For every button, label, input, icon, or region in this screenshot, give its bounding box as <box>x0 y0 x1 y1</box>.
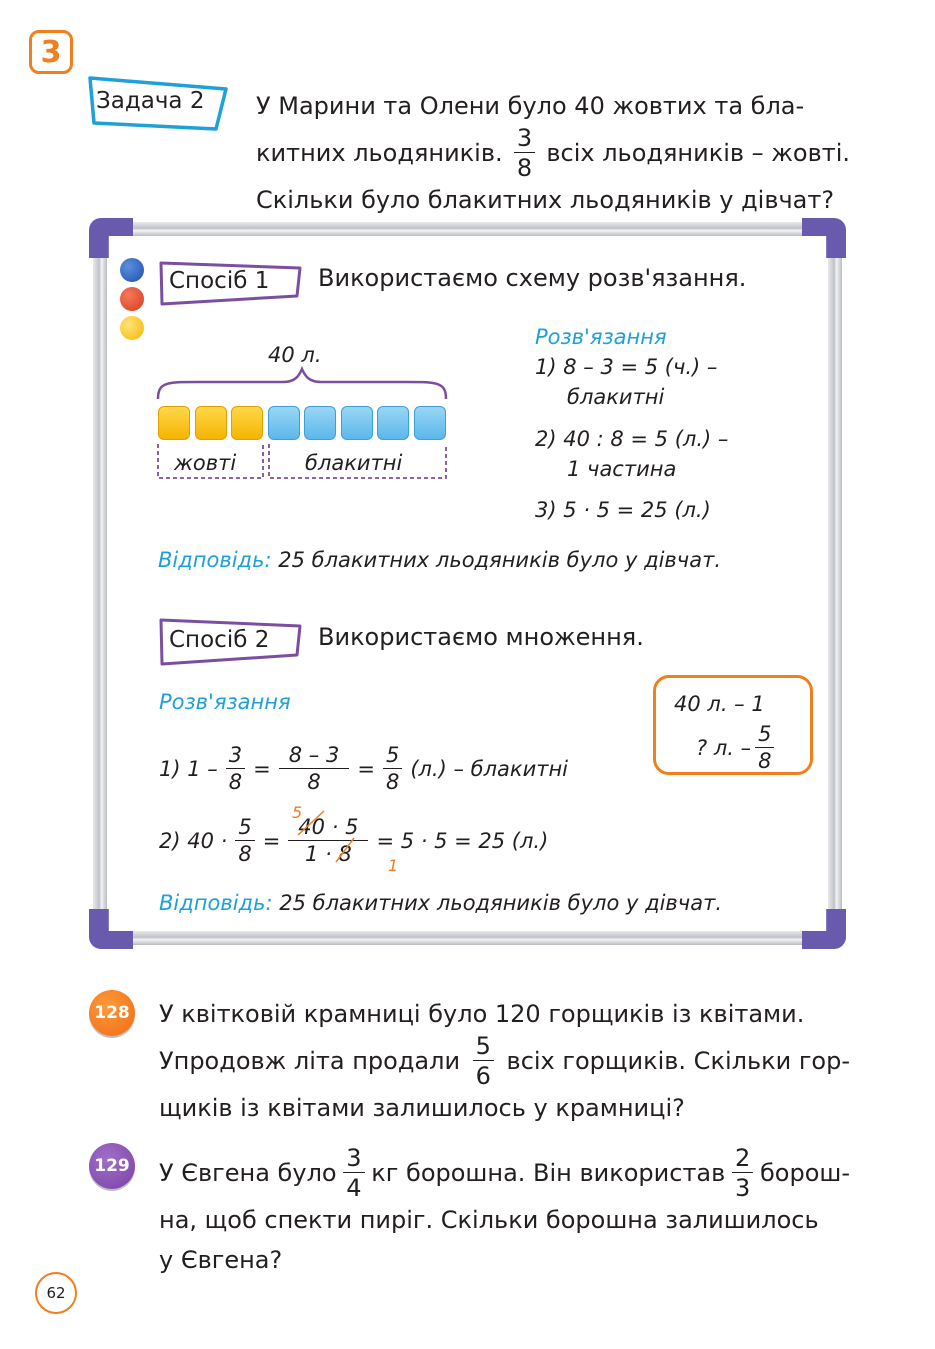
scheme-blocks <box>158 406 448 442</box>
method2-answer: Відповідь: 25 блакитних льодяників було у дівчат. <box>159 891 722 915</box>
step1-frac3: $\frac{5}{8}$ <box>383 745 402 793</box>
problem-129-line1: У Євгена було $\frac{3}{4}$ кг борошна. Він використав $\frac{2}{3}$ борош- <box>159 1144 850 1202</box>
scheme-total: 40 л. <box>268 343 322 367</box>
method1-solution-title: Розв'язання <box>535 325 667 349</box>
blue-candy-block <box>414 406 446 440</box>
method2-label <box>159 617 303 671</box>
problem-129-fraction-1: $\frac{3}{4}$ <box>343 1146 364 1200</box>
board-rail-bottom <box>103 931 832 945</box>
cancelled-40: 40 <box>298 815 325 839</box>
method2-label-text: Спосіб 2 <box>169 627 270 653</box>
problem-129-line2: на, щоб спекти пиріг. Скільки борошна залишилось <box>159 1206 819 1234</box>
board-corner-tr <box>802 218 846 258</box>
method2-title: Використаємо множення. <box>318 623 644 651</box>
cancel-top: 5 <box>292 803 303 822</box>
task-text <box>256 86 850 220</box>
method2-step2: 2) 40 · $\frac{5}{8}$ = 40 · 5 1 · 8 = 5 · 5 = 25 (л.) <box>159 817 548 865</box>
problem-129-badge: 129 <box>89 1143 135 1189</box>
problem-128-line3: щиків із квітами залишилось у крамниці? <box>159 1094 685 1122</box>
box-line2: ? л. – $\frac{5}{8}$ <box>696 724 778 772</box>
yellow-candy-block <box>231 406 263 440</box>
method2-solution-title: Розв'язання <box>159 690 291 714</box>
task-label-text: Задача 2 <box>96 88 205 114</box>
blue-candy-block <box>304 406 336 440</box>
step2-frac2: 40 · 5 1 · 8 <box>288 817 368 865</box>
method1-step2: 2) 40 : 8 = 5 (л.) – <box>535 427 729 451</box>
method1-step1b: блакитні <box>567 385 665 409</box>
problem-129-fraction-2: $\frac{2}{3}$ <box>732 1146 753 1200</box>
scheme-yellow-label: жовті <box>174 451 237 475</box>
yellow-dot-icon <box>120 316 144 340</box>
method1-step3: 3) 5 · 5 = 25 (л.) <box>535 498 711 522</box>
method1-step2b: 1 частина <box>567 457 677 481</box>
board-corner-br <box>802 909 846 949</box>
method1-label <box>159 260 303 310</box>
cancelled-8: 8 <box>338 842 351 866</box>
scheme-brace <box>155 366 449 402</box>
yellow-candy-block <box>158 406 190 440</box>
cancel-bottom: 1 <box>388 856 399 875</box>
blue-candy-block <box>268 406 300 440</box>
task-line-2: китних льодяників. $\frac{3}{8}$ всіх льодяників – жовті. <box>256 124 850 182</box>
method1-answer: Відповідь: 25 блакитних льодяників було у дівчат. <box>158 548 721 572</box>
step1-frac1: $\frac{3}{8}$ <box>226 745 245 793</box>
page-number: 62 <box>35 1272 77 1314</box>
method2-step1: 1) 1 – $\frac{3}{8}$ = $\frac{8 - 3}{8}$ = $\frac{5}{8}$ (л.) – блакитні <box>159 743 569 794</box>
problem-128-fraction: $\frac{5}{6}$ <box>473 1034 494 1088</box>
box-fraction: $\frac{5}{8}$ <box>755 724 774 772</box>
problem-128-badge: 128 <box>89 990 135 1036</box>
task-label <box>88 75 228 131</box>
method1-label-text: Спосіб 1 <box>169 268 270 294</box>
board-rail-top <box>103 222 832 236</box>
blue-candy-block <box>377 406 409 440</box>
problem-128-line2: Упродовж літа продали $\frac{5}{6}$ всіх горщиків. Скільки гор- <box>159 1032 850 1090</box>
yellow-candy-block <box>195 406 227 440</box>
chapter-badge: 3 <box>29 30 73 74</box>
box-line1: 40 л. – 1 <box>674 692 765 716</box>
step1-frac2: $\frac{8 - 3}{8}$ <box>279 745 350 793</box>
red-dot-icon <box>120 287 144 311</box>
task-fraction: $\frac{3}{8}$ <box>514 126 535 180</box>
problem-128-text <box>159 994 850 1128</box>
method1-step1: 1) 8 – 3 = 5 (ч.) – <box>535 355 718 379</box>
problem-128-line1: У квітковій крамниці було 120 горщиків із квітами. <box>159 1000 805 1028</box>
board-rail-right <box>828 232 842 935</box>
board-corner-tl <box>89 218 133 258</box>
problem-129-line3: у Євгена? <box>159 1246 283 1274</box>
task-line-3: Скільки було блакитних льодяників у дівчат? <box>256 186 835 214</box>
task-line-1: У Марини та Олени було 40 жовтих та бла- <box>256 92 805 120</box>
step2-frac1: $\frac{5}{8}$ <box>235 817 254 865</box>
method1-title: Використаємо схему розв'язання. <box>318 264 747 292</box>
problem-129-text <box>159 1146 850 1280</box>
board-rail-left <box>93 232 107 935</box>
proportion-box <box>653 675 813 775</box>
blue-dot-icon <box>120 258 144 282</box>
scheme-blue-label: блакитні <box>305 451 403 475</box>
board-corner-bl <box>89 909 133 949</box>
blue-candy-block <box>341 406 373 440</box>
